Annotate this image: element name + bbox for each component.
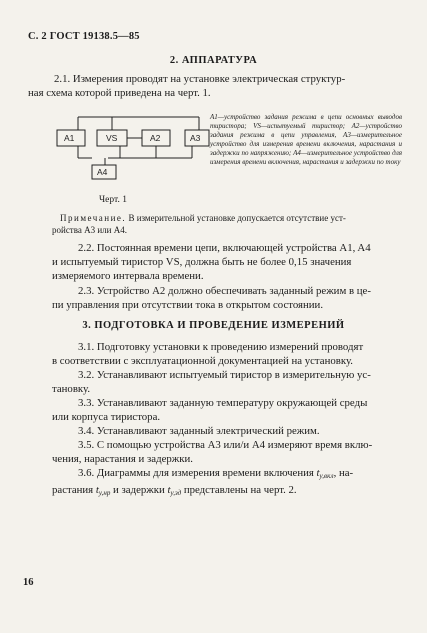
page-number: 16 — [23, 577, 34, 588]
block-vs-label: VS — [106, 133, 118, 143]
symbol-t: t — [167, 484, 171, 496]
paragraph-line: измеряемого интервала времени. — [52, 270, 204, 282]
text-run: представлены на черт. 2. — [181, 484, 297, 496]
subscript: у,зд — [170, 489, 182, 497]
paragraph-line: тановку. — [52, 383, 91, 395]
symbol-t: t — [316, 467, 320, 479]
section-3-body — [52, 340, 407, 500]
paragraph-2-2 — [52, 241, 407, 283]
paragraph-line: чения, нарастания и задержки. — [52, 453, 193, 465]
note — [52, 212, 407, 236]
paragraph-line: пи управления при отсутствии тока в открытом состоянии. — [52, 299, 324, 311]
note-text: В измерительной установке допускается отсутствие уст- — [126, 213, 346, 223]
figure-label: Черт. 1 — [99, 195, 127, 205]
text-run: 3.6. Диаграммы для измерения времени включения — [78, 467, 317, 479]
paragraph-2-1 — [28, 72, 409, 100]
note-prefix: Примечание. — [60, 213, 127, 223]
paragraph-line: 2.3. Устройство A2 должно обеспечивать заданный режим в це- — [78, 285, 371, 297]
note-text-2: ройства A3 или A4. — [52, 225, 127, 235]
paragraph-line: 2.2. Постоянная времени цепи, включающей устройства A1, A4 — [78, 242, 371, 254]
paragraph-line: 3.4. Устанавливают заданный электрический режим. — [78, 425, 320, 437]
subscript: у,вкл — [319, 472, 334, 480]
paragraph-line: 2.1. Измерения проводят на установке электрическая структур- — [54, 73, 346, 85]
section-3-title: 3. ПОДГОТОВКА И ПРОВЕДЕНИЕ ИЗМЕРЕНИЙ — [82, 320, 345, 331]
paragraph-line-3-6a — [52, 466, 407, 483]
page-header: С. 2 ГОСТ 19138.5—85 — [28, 31, 140, 42]
block-a4-label: A4 — [97, 167, 108, 177]
paragraph-2-3 — [52, 284, 407, 312]
paragraph-line: 3.1. Подготовку установки к проведению измерений проводят — [78, 341, 364, 353]
paragraph-line-3-6b — [52, 483, 407, 500]
text-run: растания — [52, 484, 96, 496]
paragraph-line: в соответствии с эксплуатационной документацией на установку. — [52, 355, 353, 367]
diagram-caption: A1—устройство задания режима в цепи основных выводов тиристора; VS—испытуемый тиристор; A2—устройство задания режима в цепи управления, A3—измерительное устройство для измерения времени включения, нарастания и задержки по напряжению; A4—измерительное устройство для измерения времени включения, нарастания и задержки по току — [210, 113, 402, 166]
subscript: у,нр — [98, 489, 111, 497]
symbol-t: t — [95, 484, 99, 496]
paragraph-line: 3.5. С помощью устройства A3 или/и A4 измеряют время вклю- — [78, 439, 373, 451]
structural-diagram — [52, 110, 212, 190]
section-2-title: 2. АППАРАТУРА — [169, 55, 258, 66]
paragraph-line: или корпуса тиристора. — [52, 411, 161, 423]
paragraph-line: и испытуемый тиристор VS, должна быть не более 0,15 значения — [52, 256, 352, 268]
paragraph-line: 3.2. Устанавливают испытуемый тиристор в измерительную ус- — [78, 369, 371, 381]
text-run: , на- — [333, 467, 354, 479]
paragraph-line: ная схема которой приведена на черт. 1. — [28, 87, 211, 99]
block-a3-label: A3 — [190, 133, 201, 143]
block-a2-label: A2 — [150, 133, 161, 143]
text-run: и задержки — [110, 484, 168, 496]
block-a1-label: A1 — [64, 133, 75, 143]
paragraph-line: 3.3. Устанавливают заданную температуру окружающей среды — [78, 397, 368, 409]
